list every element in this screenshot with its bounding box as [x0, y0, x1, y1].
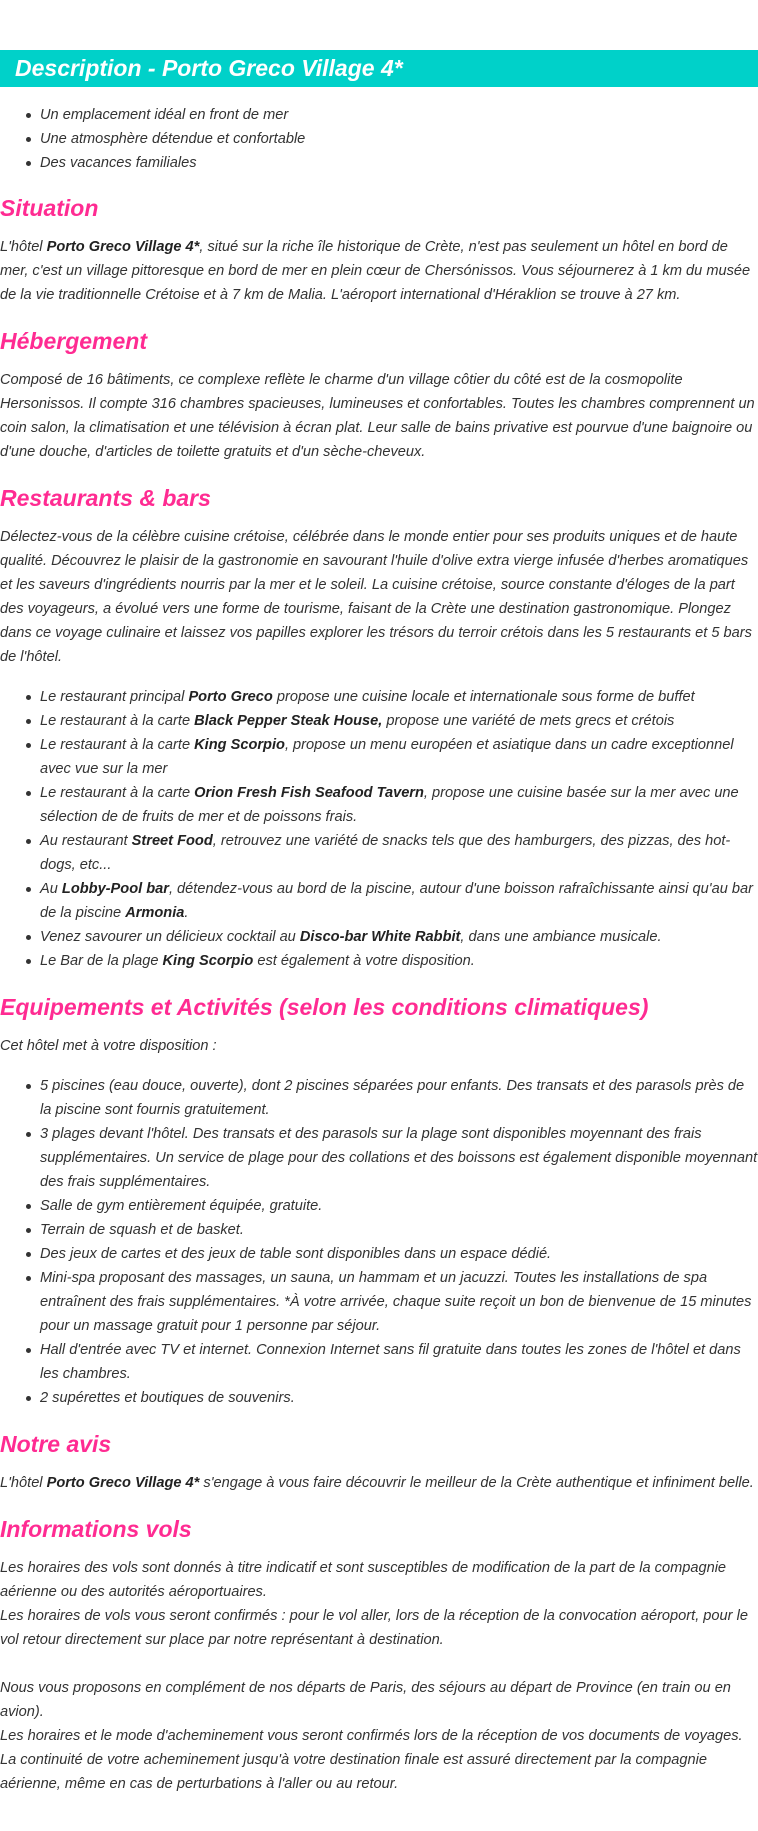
vols-paragraph-3: Nous vous proposons en complément de nos départs de Paris, des séjours au départ de Province (en train ou en avion).	[0, 1680, 731, 1720]
hebergement-paragraph: Composé de 16 bâtiments, ce complexe reflète le charme d'un village côtier du côté est de la cosmopolite Hersonissos. Il compte 316 chambres spacieuses, lumineuses et confortables. Toutes les chambres comprennent un coin salon, la climatisation et une télévision à écran plat. Leur salle de bains privative est pourvue d'une baignoire ou d'une douche, d'articles de toilette gratuits et d'un sèche-cheveux.	[0, 372, 755, 460]
bullet-icon	[26, 887, 31, 892]
list-item: 2 supérettes et boutiques de souvenirs.	[0, 1386, 758, 1410]
bullet-icon	[26, 1348, 31, 1353]
list-item: 5 piscines (eau douce, ouverte), dont 2 piscines séparées pour enfants. Des transats et des parasols près de la piscine sont fournis gratuitement.	[0, 1074, 758, 1122]
list-item: Le restaurant à la carte Orion Fresh Fish Seafood Tavern, propose une cuisine basée sur la mer avec une sélection de de fruits de mer et de poissons frais.	[0, 781, 758, 829]
list-item: Hall d'entrée avec TV et internet. Connexion Internet sans fil gratuite dans toutes les zones de l'hôtel et dans les chambres.	[0, 1338, 758, 1386]
restaurants-paragraph: Délectez-vous de la célèbre cuisine crétoise, célébrée dans le monde entier pour ses produits uniques et de haute qualité. Découvrez le plaisir de la gastronomie en savourant l'huile d'olive extra vierge infusée d'herbes aromatiques et les saveurs d'ingrédients nourris par la mer et le soleil. La cuisine crétoise, source constante d'éloges de la part des voyageurs, a évolué vers une forme de tourisme, faisant de la Crète une destination gastronomique. Plongez dans ce voyage culinaire et laissez vos papilles explorer les trésors du terroir crétois dans les 5 restaurants et 5 bars de l'hôtel.	[0, 529, 752, 665]
list-item: Mini-spa proposant des massages, un sauna, un hammam et un jacuzzi. Toutes les installations de spa entraînent des frais supplémentaires. *À votre arrivée, chaque suite reçoit un bon de bienvenue de 15 minutes pour un massage gratuit pour 1 personne par séjour.	[0, 1266, 758, 1338]
list-item: Terrain de squash et de basket.	[0, 1218, 758, 1242]
hotel-name: Porto Greco Village 4*	[46, 239, 200, 255]
bullet-icon	[26, 137, 31, 142]
bullet-icon	[26, 161, 31, 166]
list-item: Le restaurant à la carte King Scorpio, propose un menu européen et asiatique dans un cadre exceptionnel avec vue sur la mer	[0, 733, 758, 781]
list-item: Une atmosphère détendue et confortable	[0, 127, 758, 151]
bullet-icon	[26, 743, 31, 748]
hotel-name: Porto Greco Village 4*	[46, 1475, 200, 1491]
bullet-icon	[26, 1228, 31, 1233]
bullet-icon	[26, 1252, 31, 1257]
bullet-icon	[26, 695, 31, 700]
highlights-list	[0, 103, 758, 175]
list-item: Des jeux de cartes et des jeux de table sont disponibles dans un espace dédié.	[0, 1242, 758, 1266]
bullet-icon	[26, 1396, 31, 1401]
list-item: Un emplacement idéal en front de mer	[0, 103, 758, 127]
description-page	[0, 50, 758, 1796]
list-item: Le restaurant principal Porto Greco propose une cuisine locale et internationale sous forme de buffet	[0, 685, 758, 709]
section-heading-restaurants: Restaurants & bars	[0, 485, 211, 511]
section-heading-equipements: Equipements et Activités (selon les conditions climatiques)	[0, 994, 649, 1020]
restaurants-list	[0, 685, 758, 973]
vols-paragraph-4: Les horaires et le mode d'acheminement vous seront confirmés lors de la réception de vos documents de voyages.	[0, 1728, 743, 1744]
equipements-intro: Cet hôtel met à votre disposition :	[0, 1038, 217, 1054]
list-item: Au Lobby-Pool bar, détendez-vous au bord de la piscine, autour d'une boisson rafraîchissante ainsi qu'au bar de la piscine Armonia.	[0, 877, 758, 925]
list-item: Salle de gym entièrement équipée, gratuite.	[0, 1194, 758, 1218]
section-heading-vols: Informations vols	[0, 1516, 192, 1542]
list-item: Venez savourer un délicieux cocktail au Disco-bar White Rabbit, dans une ambiance musicale.	[0, 925, 758, 949]
bullet-icon	[26, 1084, 31, 1089]
vols-paragraph-2: Les horaires de vols vous seront confirmés : pour le vol aller, lors de la réception de la convocation aéroport, pour le vol retour directement sur place par notre représentant à destination.	[0, 1608, 748, 1648]
list-item: Le Bar de la plage King Scorpio est également à votre disposition.	[0, 949, 758, 973]
equipements-list	[0, 1074, 758, 1410]
section-heading-hebergement: Hébergement	[0, 328, 147, 354]
bullet-icon	[26, 1276, 31, 1281]
bullet-icon	[26, 839, 31, 844]
situation-paragraph: L'hôtel Porto Greco Village 4*, situé sur la riche île historique de Crète, n'est pas seulement un hôtel en bord de mer, c'est un village pittoresque en bord de mer en plein cœur de Chersónissos. Vous séjournerez à 1 km du musée de la vie traditionnelle Crétoise et à 7 km de Malia. L'aéroport international d'Héraklion se trouve à 27 km.	[0, 239, 751, 303]
vols-paragraph-5: La continuité de votre acheminement jusqu'à votre destination finale est assuré directement par la compagnie aérienne, même en cas de perturbations à l'aller ou au retour.	[0, 1752, 707, 1792]
list-item: Des vacances familiales	[0, 151, 758, 175]
section-heading-situation: Situation	[0, 195, 99, 221]
bullet-icon	[26, 1132, 31, 1137]
section-heading-avis: Notre avis	[0, 1431, 112, 1457]
list-item: Au restaurant Street Food, retrouvez une variété de snacks tels que des hamburgers, des pizzas, des hot-dogs, etc...	[0, 829, 758, 877]
bullet-icon	[26, 791, 31, 796]
bullet-icon	[26, 935, 31, 940]
page-title-banner	[0, 50, 758, 87]
bullet-icon	[26, 719, 31, 724]
bullet-icon	[26, 1204, 31, 1209]
bullet-icon	[26, 113, 31, 118]
avis-paragraph: L'hôtel Porto Greco Village 4* s'engage à vous faire découvrir le meilleur de la Crète authentique et infiniment belle.	[0, 1475, 754, 1491]
list-item: 3 plages devant l'hôtel. Des transats et des parasols sur la plage sont disponibles moyennant des frais supplémentaires. Un service de plage pour des collations et des boissons est également disponible moyennant des frais supplémentaires.	[0, 1122, 758, 1194]
list-item: Le restaurant à la carte Black Pepper Steak House, propose une variété de mets grecs et crétois	[0, 709, 758, 733]
bullet-icon	[26, 959, 31, 964]
page-title: Description - Porto Greco Village 4*	[15, 55, 403, 81]
vols-paragraph-1: Les horaires des vols sont donnés à titre indicatif et sont susceptibles de modification de la part de la compagnie aérienne ou des autorités aéroportuaires.	[0, 1560, 727, 1600]
